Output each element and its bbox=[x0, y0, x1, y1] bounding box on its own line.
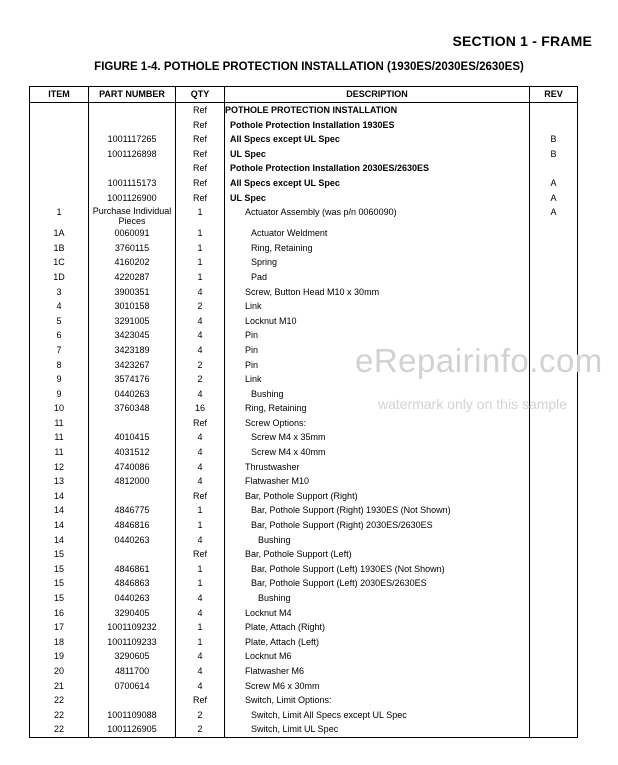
row-rev-cell: A bbox=[530, 176, 578, 191]
row-description-cell: Switch, Limit All Specs except UL Spec bbox=[225, 708, 530, 723]
row-item-cell bbox=[30, 147, 89, 162]
row-part-number-cell: 4031512 bbox=[89, 445, 176, 460]
row-part-number-cell: 0440263 bbox=[89, 591, 176, 606]
row-description-cell: UL Spec bbox=[225, 147, 530, 162]
row-rev-cell bbox=[530, 635, 578, 650]
row-qty-cell: 4 bbox=[176, 285, 225, 300]
row-description-cell: Pothole Protection Installation 2030ES/2630ES bbox=[225, 161, 530, 176]
table-row bbox=[30, 118, 578, 133]
row-qty-cell: Ref bbox=[176, 147, 225, 162]
row-rev-cell bbox=[530, 285, 578, 300]
row-part-number-cell bbox=[89, 416, 176, 431]
table-row bbox=[30, 299, 578, 314]
row-description-cell: Pothole Protection Installation 1930ES bbox=[225, 118, 530, 133]
row-qty-cell: 4 bbox=[176, 328, 225, 343]
row-qty-cell: 1 bbox=[176, 576, 225, 591]
row-part-number-cell: 0440263 bbox=[89, 387, 176, 402]
row-description-cell: Screw M6 x 30mm bbox=[225, 679, 530, 694]
row-qty-cell: 4 bbox=[176, 314, 225, 329]
row-qty-cell: 1 bbox=[176, 205, 225, 226]
row-item-cell: 22 bbox=[30, 693, 89, 708]
table-row bbox=[30, 722, 578, 737]
row-item-cell: 8 bbox=[30, 358, 89, 373]
table-row bbox=[30, 606, 578, 621]
row-description-cell: Actuator Weldment bbox=[225, 226, 530, 241]
row-item-cell bbox=[30, 132, 89, 147]
table-row bbox=[30, 664, 578, 679]
row-qty-cell: 4 bbox=[176, 591, 225, 606]
row-item-cell: 1D bbox=[30, 270, 89, 285]
row-qty-cell: Ref bbox=[176, 132, 225, 147]
row-qty-cell: 1 bbox=[176, 270, 225, 285]
row-item-cell: 6 bbox=[30, 328, 89, 343]
row-part-number-cell: 1001109232 bbox=[89, 620, 176, 635]
row-rev-cell bbox=[530, 489, 578, 504]
table-row bbox=[30, 255, 578, 270]
row-description-cell: Pin bbox=[225, 328, 530, 343]
watermark-text: eRepairinfo.com bbox=[355, 342, 603, 379]
column-header-description: DESCRIPTION bbox=[225, 87, 530, 103]
row-item-cell: 9 bbox=[30, 372, 89, 387]
table-row bbox=[30, 147, 578, 162]
row-qty-cell: 16 bbox=[176, 401, 225, 416]
row-description-cell: Link bbox=[225, 299, 530, 314]
row-item-cell bbox=[30, 191, 89, 206]
row-description-cell: All Specs except UL Spec bbox=[225, 176, 530, 191]
row-part-number-cell bbox=[89, 693, 176, 708]
row-part-number-cell: 1001109233 bbox=[89, 635, 176, 650]
row-part-number-cell: 3423045 bbox=[89, 328, 176, 343]
row-rev-cell bbox=[530, 226, 578, 241]
table-header-row bbox=[30, 87, 578, 103]
row-item-cell: 7 bbox=[30, 343, 89, 358]
row-part-number-cell: 4846775 bbox=[89, 503, 176, 518]
row-qty-cell: 1 bbox=[176, 562, 225, 577]
row-item-cell: 1A bbox=[30, 226, 89, 241]
row-item-cell: 15 bbox=[30, 576, 89, 591]
row-item-cell: 1C bbox=[30, 255, 89, 270]
row-item-cell: 22 bbox=[30, 722, 89, 737]
row-description-cell: Flatwasher M6 bbox=[225, 664, 530, 679]
row-part-number-cell: 1001117265 bbox=[89, 132, 176, 147]
row-description-cell: Switch, Limit UL Spec bbox=[225, 722, 530, 737]
table-row bbox=[30, 285, 578, 300]
row-rev-cell bbox=[530, 562, 578, 577]
row-item-cell: 18 bbox=[30, 635, 89, 650]
table-row bbox=[30, 562, 578, 577]
row-part-number-cell: Purchase Individual Pieces bbox=[89, 205, 176, 226]
column-header-rev: REV bbox=[530, 87, 578, 103]
row-part-number-cell bbox=[89, 161, 176, 176]
watermark-subtext: watermark only on this sample bbox=[378, 396, 568, 412]
row-part-number-cell: 0060091 bbox=[89, 226, 176, 241]
row-qty-cell: 4 bbox=[176, 533, 225, 548]
row-description-cell: Bar, Pothole Support (Right) 2030ES/2630ES bbox=[225, 518, 530, 533]
row-item-cell: 14 bbox=[30, 518, 89, 533]
row-description-cell: Plate, Attach (Right) bbox=[225, 620, 530, 635]
row-part-number-cell: 3290405 bbox=[89, 606, 176, 621]
row-description-cell: Flatwasher M10 bbox=[225, 474, 530, 489]
row-part-number-cell: 0700614 bbox=[89, 679, 176, 694]
row-qty-cell: 1 bbox=[176, 255, 225, 270]
table-row bbox=[30, 205, 578, 226]
row-description-cell: UL Spec bbox=[225, 191, 530, 206]
row-item-cell: 9 bbox=[30, 387, 89, 402]
row-qty-cell: Ref bbox=[176, 547, 225, 562]
row-description-cell: Bar, Pothole Support (Left) 1930ES (Not Shown) bbox=[225, 562, 530, 577]
table-row bbox=[30, 328, 578, 343]
table-row bbox=[30, 430, 578, 445]
row-qty-cell: 4 bbox=[176, 460, 225, 475]
row-qty-cell: 2 bbox=[176, 708, 225, 723]
row-qty-cell: 2 bbox=[176, 372, 225, 387]
row-qty-cell: Ref bbox=[176, 103, 225, 118]
row-part-number-cell: 1001126905 bbox=[89, 722, 176, 737]
row-rev-cell bbox=[530, 503, 578, 518]
row-qty-cell: Ref bbox=[176, 118, 225, 133]
row-item-cell: 1 bbox=[30, 205, 89, 226]
row-rev-cell bbox=[530, 649, 578, 664]
row-rev-cell bbox=[530, 118, 578, 133]
table-row bbox=[30, 241, 578, 256]
row-item-cell: 16 bbox=[30, 606, 89, 621]
row-qty-cell: 4 bbox=[176, 679, 225, 694]
row-rev-cell bbox=[530, 103, 578, 118]
row-qty-cell: 2 bbox=[176, 358, 225, 373]
row-part-number-cell: 3291005 bbox=[89, 314, 176, 329]
parts-table-body bbox=[30, 103, 578, 738]
row-qty-cell: 1 bbox=[176, 503, 225, 518]
row-rev-cell: A bbox=[530, 205, 578, 226]
row-part-number-cell: 4812000 bbox=[89, 474, 176, 489]
row-item-cell: 20 bbox=[30, 664, 89, 679]
row-part-number-cell: 3290605 bbox=[89, 649, 176, 664]
row-description-cell: POTHOLE PROTECTION INSTALLATION bbox=[225, 103, 530, 118]
row-part-number-cell: 3760348 bbox=[89, 401, 176, 416]
table-row bbox=[30, 176, 578, 191]
row-description-cell: Bar, Pothole Support (Left) 2030ES/2630ES bbox=[225, 576, 530, 591]
row-rev-cell bbox=[530, 241, 578, 256]
row-item-cell: 21 bbox=[30, 679, 89, 694]
row-item-cell: 10 bbox=[30, 401, 89, 416]
row-rev-cell bbox=[530, 445, 578, 460]
row-rev-cell bbox=[530, 722, 578, 737]
row-part-number-cell bbox=[89, 118, 176, 133]
row-description-cell: Screw Options: bbox=[225, 416, 530, 431]
row-qty-cell: Ref bbox=[176, 176, 225, 191]
row-description-cell: Locknut M4 bbox=[225, 606, 530, 621]
row-item-cell: 5 bbox=[30, 314, 89, 329]
row-description-cell: Ring, Retaining bbox=[225, 401, 530, 416]
row-description-cell: Bar, Pothole Support (Left) bbox=[225, 547, 530, 562]
row-part-number-cell: 3423267 bbox=[89, 358, 176, 373]
table-row bbox=[30, 270, 578, 285]
row-rev-cell: A bbox=[530, 191, 578, 206]
row-rev-cell: B bbox=[530, 147, 578, 162]
table-row bbox=[30, 416, 578, 431]
table-row bbox=[30, 576, 578, 591]
row-qty-cell: 4 bbox=[176, 430, 225, 445]
row-rev-cell bbox=[530, 255, 578, 270]
row-rev-cell bbox=[530, 664, 578, 679]
row-item-cell: 22 bbox=[30, 708, 89, 723]
row-rev-cell bbox=[530, 693, 578, 708]
row-part-number-cell: 4846863 bbox=[89, 576, 176, 591]
row-part-number-cell bbox=[89, 547, 176, 562]
table-row bbox=[30, 503, 578, 518]
row-qty-cell: 4 bbox=[176, 343, 225, 358]
table-row bbox=[30, 474, 578, 489]
row-description-cell: Screw M4 x 40mm bbox=[225, 445, 530, 460]
table-row bbox=[30, 649, 578, 664]
row-description-cell: Screw, Button Head M10 x 30mm bbox=[225, 285, 530, 300]
table-row bbox=[30, 161, 578, 176]
row-description-cell: Screw M4 x 35mm bbox=[225, 430, 530, 445]
table-row bbox=[30, 708, 578, 723]
table-row bbox=[30, 489, 578, 504]
row-part-number-cell: 1001126898 bbox=[89, 147, 176, 162]
row-part-number-cell bbox=[89, 489, 176, 504]
row-description-cell: Pad bbox=[225, 270, 530, 285]
row-item-cell: 14 bbox=[30, 533, 89, 548]
table-row bbox=[30, 547, 578, 562]
row-qty-cell: Ref bbox=[176, 489, 225, 504]
table-row bbox=[30, 445, 578, 460]
row-part-number-cell: 3760115 bbox=[89, 241, 176, 256]
section-title: SECTION 1 - FRAME bbox=[452, 33, 592, 49]
row-item-cell: 14 bbox=[30, 503, 89, 518]
row-description-cell: Ring, Retaining bbox=[225, 241, 530, 256]
row-rev-cell bbox=[530, 416, 578, 431]
row-qty-cell: Ref bbox=[176, 191, 225, 206]
row-rev-cell bbox=[530, 518, 578, 533]
row-item-cell: 13 bbox=[30, 474, 89, 489]
row-rev-cell bbox=[530, 474, 578, 489]
table-row bbox=[30, 132, 578, 147]
table-row bbox=[30, 591, 578, 606]
row-qty-cell: 1 bbox=[176, 635, 225, 650]
row-rev-cell: B bbox=[530, 132, 578, 147]
table-row bbox=[30, 620, 578, 635]
row-part-number-cell: 4160202 bbox=[89, 255, 176, 270]
row-item-cell: 15 bbox=[30, 547, 89, 562]
table-row bbox=[30, 103, 578, 118]
figure-title: FIGURE 1-4. POTHOLE PROTECTION INSTALLATION (1930ES/2030ES/2630ES) bbox=[94, 61, 524, 73]
row-description-cell: Locknut M6 bbox=[225, 649, 530, 664]
table-row bbox=[30, 635, 578, 650]
row-part-number-cell: 3574176 bbox=[89, 372, 176, 387]
row-item-cell: 11 bbox=[30, 416, 89, 431]
row-qty-cell: 1 bbox=[176, 620, 225, 635]
row-part-number-cell: 4010415 bbox=[89, 430, 176, 445]
row-item-cell: 15 bbox=[30, 591, 89, 606]
table-row bbox=[30, 533, 578, 548]
row-part-number-cell: 4220287 bbox=[89, 270, 176, 285]
row-part-number-cell: 3010158 bbox=[89, 299, 176, 314]
row-qty-cell: 4 bbox=[176, 664, 225, 679]
row-description-cell: Actuator Assembly (was p/n 0060090) bbox=[225, 205, 530, 226]
row-item-cell bbox=[30, 118, 89, 133]
row-part-number-cell bbox=[89, 103, 176, 118]
row-qty-cell: Ref bbox=[176, 693, 225, 708]
row-item-cell bbox=[30, 103, 89, 118]
row-part-number-cell: 1001109088 bbox=[89, 708, 176, 723]
table-row bbox=[30, 191, 578, 206]
column-header-qty: QTY bbox=[176, 87, 225, 103]
row-item-cell: 4 bbox=[30, 299, 89, 314]
row-item-cell: 11 bbox=[30, 430, 89, 445]
row-qty-cell: 1 bbox=[176, 518, 225, 533]
row-description-cell: Bar, Pothole Support (Right) 1930ES (Not Shown) bbox=[225, 503, 530, 518]
row-description-cell: Spring bbox=[225, 255, 530, 270]
row-item-cell bbox=[30, 176, 89, 191]
row-rev-cell bbox=[530, 679, 578, 694]
row-rev-cell bbox=[530, 620, 578, 635]
row-item-cell: 1B bbox=[30, 241, 89, 256]
table-row bbox=[30, 518, 578, 533]
row-description-cell: Bushing bbox=[225, 533, 530, 548]
row-qty-cell: 4 bbox=[176, 649, 225, 664]
row-rev-cell bbox=[530, 328, 578, 343]
row-rev-cell bbox=[530, 161, 578, 176]
row-description-cell: Pin bbox=[225, 343, 530, 358]
row-part-number-cell: 4846816 bbox=[89, 518, 176, 533]
row-description-cell: Thrustwasher bbox=[225, 460, 530, 475]
row-qty-cell: 4 bbox=[176, 474, 225, 489]
row-description-cell: Link bbox=[225, 372, 530, 387]
row-description-cell: Pin bbox=[225, 358, 530, 373]
table-row bbox=[30, 693, 578, 708]
row-qty-cell: Ref bbox=[176, 416, 225, 431]
row-rev-cell bbox=[530, 708, 578, 723]
row-item-cell bbox=[30, 161, 89, 176]
row-item-cell: 15 bbox=[30, 562, 89, 577]
row-description-cell: All Specs except UL Spec bbox=[225, 132, 530, 147]
row-description-cell: Bushing bbox=[225, 591, 530, 606]
row-part-number-cell: 1001126900 bbox=[89, 191, 176, 206]
row-rev-cell bbox=[530, 533, 578, 548]
row-rev-cell bbox=[530, 591, 578, 606]
row-qty-cell: 2 bbox=[176, 299, 225, 314]
row-description-cell: Locknut M10 bbox=[225, 314, 530, 329]
table-row bbox=[30, 460, 578, 475]
row-qty-cell: 4 bbox=[176, 387, 225, 402]
table-row bbox=[30, 226, 578, 241]
row-rev-cell bbox=[530, 430, 578, 445]
column-header-item: ITEM bbox=[30, 87, 89, 103]
row-qty-cell: 1 bbox=[176, 241, 225, 256]
row-description-cell: Plate, Attach (Left) bbox=[225, 635, 530, 650]
row-part-number-cell: 4740086 bbox=[89, 460, 176, 475]
row-rev-cell bbox=[530, 547, 578, 562]
row-part-number-cell: 4811700 bbox=[89, 664, 176, 679]
row-description-cell: Bushing bbox=[225, 387, 530, 402]
row-rev-cell bbox=[530, 299, 578, 314]
row-description-cell: Bar, Pothole Support (Right) bbox=[225, 489, 530, 504]
row-item-cell: 19 bbox=[30, 649, 89, 664]
row-item-cell: 17 bbox=[30, 620, 89, 635]
row-item-cell: 14 bbox=[30, 489, 89, 504]
table-row bbox=[30, 679, 578, 694]
row-qty-cell: 4 bbox=[176, 606, 225, 621]
row-part-number-cell: 3900351 bbox=[89, 285, 176, 300]
row-rev-cell bbox=[530, 314, 578, 329]
row-part-number-cell: 4846861 bbox=[89, 562, 176, 577]
row-item-cell: 12 bbox=[30, 460, 89, 475]
row-description-cell: Switch, Limit Options: bbox=[225, 693, 530, 708]
row-qty-cell: 4 bbox=[176, 445, 225, 460]
row-item-cell: 3 bbox=[30, 285, 89, 300]
row-rev-cell bbox=[530, 576, 578, 591]
row-part-number-cell: 0440263 bbox=[89, 533, 176, 548]
row-qty-cell: 2 bbox=[176, 722, 225, 737]
table-row bbox=[30, 314, 578, 329]
row-part-number-cell: 1001115173 bbox=[89, 176, 176, 191]
row-item-cell: 11 bbox=[30, 445, 89, 460]
row-rev-cell bbox=[530, 606, 578, 621]
row-qty-cell: Ref bbox=[176, 161, 225, 176]
column-header-part-number: PART NUMBER bbox=[89, 87, 176, 103]
row-part-number-cell: 3423189 bbox=[89, 343, 176, 358]
row-rev-cell bbox=[530, 270, 578, 285]
row-qty-cell: 1 bbox=[176, 226, 225, 241]
row-rev-cell bbox=[530, 460, 578, 475]
